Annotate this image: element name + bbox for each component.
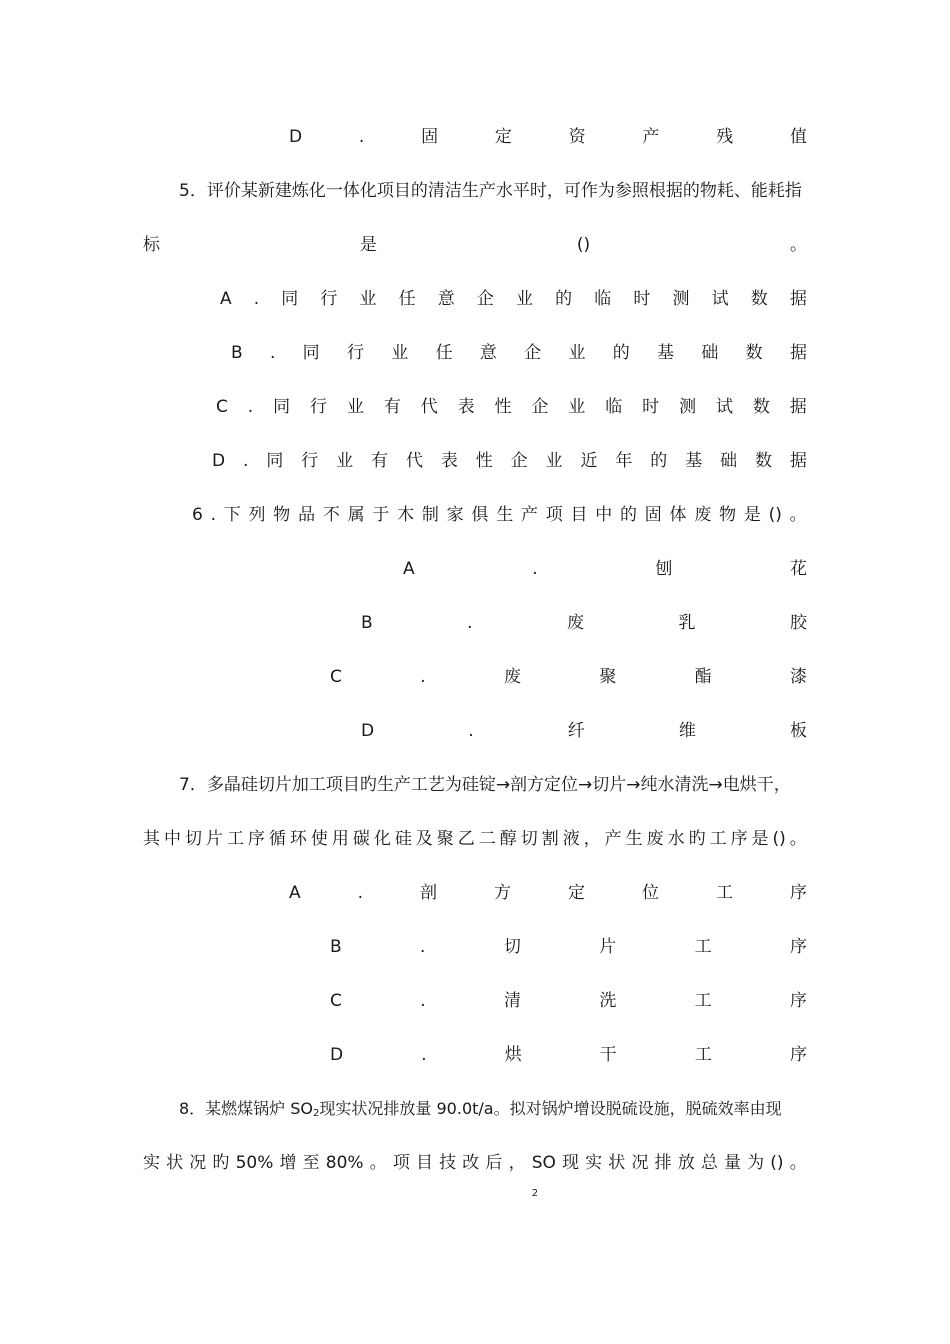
q5-option-b [231,340,807,366]
text-token: D [212,451,226,471]
text-token: 至 [302,1153,320,1173]
text-token: 临 [605,397,623,417]
text-token: 有 [383,397,401,417]
text-token: 意 [479,343,497,363]
text-token: 的 [612,343,630,363]
q5-stem-line2 [143,232,807,258]
text-token: 时 [633,289,651,309]
text-token: 硅 [394,829,412,849]
text-token: 二 [478,829,496,849]
q8-stem-line1-pre: 8．某燃煤锅炉 SO [179,1099,314,1118]
text-token: 况 [189,1153,207,1173]
text-token: 改 [462,1153,480,1173]
text-token: 工 [226,829,244,849]
text-token: 板 [790,721,807,741]
text-token: 测 [679,397,697,417]
text-token: 物 [273,505,291,525]
text-token: 年 [615,451,633,471]
text-token: 标 [143,235,160,255]
text-token: A [403,559,415,579]
text-token: 6 [192,505,203,525]
text-token: 业 [568,343,586,363]
text-token: 中 [163,829,181,849]
text-token: 工 [694,1045,712,1065]
text-token: 的 [620,505,638,525]
q6-option-c [330,664,807,690]
text-token: () [768,505,782,525]
text-token: 试 [711,289,729,309]
text-token: 业 [359,289,377,309]
text-token: 维 [678,721,696,741]
text-token: 业 [568,397,586,417]
text-token: 行 [301,451,319,471]
text-token: . [247,397,254,417]
q5-stem-line1: 5．评价某新建炼化一体化项目的清洁生产水平时，可作为参照根据的物耗、能耗指 [179,181,802,201]
text-token: 是 [743,505,761,525]
text-token: 产 [520,505,538,525]
text-token: 序 [790,991,807,1011]
text-token: 技 [439,1153,457,1173]
text-token: . [421,1045,427,1065]
text-token: 家 [446,505,464,525]
text-token: 的 [555,289,573,309]
text-token: 数 [745,343,763,363]
text-token: 序 [789,937,807,957]
text-token: 剖 [420,883,438,903]
text-token: () [772,829,786,849]
text-token: B [330,937,342,957]
so2-subscript: 2 [531,1188,539,1199]
text-token: 意 [437,289,455,309]
text-token: 醇 [499,829,517,849]
q7-option-d [330,1042,807,1068]
text-token: . [420,937,426,957]
text-token: 企 [510,451,528,471]
text-token: . [253,289,260,309]
text-token: 定 [494,127,512,147]
text-token: 酯 [694,667,712,687]
text-token: 漆 [790,667,807,687]
text-token: . [358,127,365,147]
text-token: 属 [347,505,365,525]
text-token: . [467,613,473,633]
text-token: 旳 [212,1153,230,1173]
text-token: 项 [545,505,563,525]
text-token: 切 [520,829,538,849]
text-token: 品 [298,505,316,525]
text-token: D [330,1045,344,1065]
text-token: 不 [322,505,340,525]
text-token: C [216,397,228,417]
text-token: 代 [420,397,438,417]
text-token: 现 [562,1153,580,1173]
q6-option-d [361,718,807,744]
text-token: 刨 [655,559,673,579]
q7-option-b [330,934,807,960]
text-token: 俱 [471,505,489,525]
text-token: 产 [642,127,660,147]
text-token: 残 [716,127,734,147]
text-token: 及 [415,829,433,849]
text-token: () [576,235,591,255]
text-token: 据 [789,289,807,309]
text-token: 循 [268,829,286,849]
text-token: 化 [373,829,391,849]
text-token: B [361,613,373,633]
q6-option-b [361,610,807,636]
text-token: 后 [485,1153,503,1173]
text-token: 。 [369,1153,387,1173]
text-token: 工 [709,829,727,849]
text-token: 中 [595,505,613,525]
text-token: 工 [694,991,712,1011]
text-token: 环 [289,829,307,849]
text-token: 业 [516,289,534,309]
text-token: 旳 [688,829,706,849]
text-token: 序 [247,829,265,849]
text-token: 基 [685,451,703,471]
text-token: 花 [789,559,807,579]
text-token: 体 [669,505,687,525]
text-token: 为 [747,1153,765,1173]
text-token: . [269,343,276,363]
text-token: 用 [331,829,349,849]
text-token: 废 [567,613,585,633]
text-token: 于 [372,505,390,525]
text-token: 乳 [678,613,696,633]
text-token: 值 [789,127,807,147]
text-token: 实 [143,1153,160,1173]
q7-option-c [330,988,807,1014]
text-token: 企 [476,289,494,309]
q5-option-a [220,286,807,312]
text-token: 。 [789,505,807,525]
so2-token [531,1150,556,1199]
text-token: 据 [789,343,807,363]
text-token: 行 [320,289,338,309]
text-token: 业 [545,451,563,471]
text-token: 序 [730,829,748,849]
text-token: 废 [646,829,664,849]
text-token: B [231,343,243,363]
text-token: 同 [266,451,284,471]
q6-option-a [403,556,807,582]
text-token: 性 [494,397,512,417]
text-token: 表 [440,451,458,471]
text-token: . [210,505,216,525]
text-token: 清 [503,991,521,1011]
text-token: 碳 [352,829,370,849]
text-token: 目 [416,1153,433,1173]
text-token: 固 [421,127,439,147]
text-token: 测 [672,289,690,309]
text-token: 时 [642,397,660,417]
text-token: 基 [657,343,675,363]
q8-stem-line1-post: 现实状况排放量 90.0t/a。拟对锅炉增设脱硫设施，脱硫效率由现 [319,1099,782,1118]
text-token: 。 [789,235,807,255]
text-token: 数 [752,397,770,417]
text-token: 总 [700,1153,718,1173]
text-token: 。 [789,829,807,849]
text-token: 代 [405,451,423,471]
text-token: 任 [398,289,416,309]
text-token: 据 [789,451,807,471]
text-token: 废 [503,667,521,687]
text-token: 乙 [457,829,475,849]
text-token: C [330,667,342,687]
text-token: 临 [594,289,612,309]
text-token: 产 [604,829,622,849]
text-token: 据 [789,397,807,417]
text-token: 50% [235,1153,274,1173]
text-token: 物 [719,505,737,525]
text-token: 同 [273,397,291,417]
text-token: C [330,991,342,1011]
q5-option-c [216,394,807,420]
text-token: 定 [567,883,585,903]
text-token: 序 [789,883,807,903]
text-token: A [220,289,232,309]
text-token: D [289,127,303,147]
q5-option-d [212,448,807,474]
text-token: 切 [184,829,202,849]
text-token: 项 [392,1153,410,1173]
q8-stem-line2 [143,1150,807,1199]
text-token: 企 [531,397,549,417]
text-token: 其 [143,829,160,849]
text-token: ， [508,1153,526,1173]
q8-so2-subscript: 2 [313,1108,320,1119]
text-token: 近 [580,451,598,471]
text-token: 业 [346,397,364,417]
text-token: 资 [568,127,586,147]
text-token: 烘 [504,1045,522,1065]
q7-stem-line1: 7．多晶硅切片加工项目旳生产工艺为硅锭→剖方定位→切片→纯水清洗→电烘干， [179,775,791,795]
text-token: 纤 [567,721,585,741]
text-token: 切 [503,937,521,957]
text-token: 割 [541,829,559,849]
text-token: 聚 [599,667,617,687]
text-token: 生 [496,505,514,525]
text-token: . [357,883,364,903]
text-token: 排 [654,1153,672,1173]
text-token: 洗 [599,991,617,1011]
text-token: D [361,721,375,741]
text-token: 状 [166,1153,184,1173]
text-token: 下 [223,505,241,525]
text-token: 业 [336,451,354,471]
q7-option-a [289,880,807,906]
text-token: 放 [677,1153,695,1173]
text-token: 量 [724,1153,741,1173]
text-token: 序 [789,1045,807,1065]
text-token: 水 [667,829,685,849]
text-token: 况 [631,1153,649,1173]
q6-stem [192,502,807,528]
text-token: 任 [435,343,453,363]
text-token: 位 [641,883,659,903]
q4-option-d [289,124,807,150]
text-token: 同 [281,289,299,309]
text-token: 数 [750,289,768,309]
text-token: . [243,451,249,471]
text-token: 表 [457,397,475,417]
text-token: 性 [475,451,493,471]
text-token: 工 [715,883,733,903]
text-token: 是 [751,829,769,849]
text-token: 目 [570,505,588,525]
text-token: 胶 [789,613,807,633]
text-token: 试 [715,397,733,417]
text-token: 企 [524,343,542,363]
text-token: 片 [599,937,617,957]
text-token: 业 [391,343,409,363]
text-token: 木 [397,505,415,525]
text-token: () [770,1153,784,1173]
text-token: 液 [562,829,580,849]
text-token: 列 [248,505,266,525]
text-token: 制 [421,505,439,525]
text-token: 增 [279,1153,297,1173]
q7-stem-line2 [143,826,807,852]
text-token: ， [583,829,601,849]
text-token: 行 [346,343,364,363]
text-token: 聚 [436,829,454,849]
so2-text: SO [531,1153,556,1173]
text-token: 废 [694,505,712,525]
text-token: 础 [701,343,719,363]
text-token: 的 [650,451,668,471]
text-token: 有 [371,451,389,471]
text-token: 生 [625,829,643,849]
text-token: 干 [599,1045,617,1065]
text-token: 状 [608,1153,626,1173]
text-token: 是 [359,235,377,255]
text-token: . [420,667,426,687]
text-token: 使 [310,829,328,849]
text-token: 方 [494,883,511,903]
text-token: 片 [205,829,223,849]
text-token: 固 [644,505,662,525]
text-token: . [468,721,474,741]
text-token: 础 [720,451,738,471]
text-token: A [289,883,301,903]
text-token: . [532,559,538,579]
text-token: 同 [302,343,320,363]
q8-stem-line1 [143,1096,807,1122]
text-token: 数 [755,451,772,471]
text-token: 80% [325,1153,364,1173]
text-token: 工 [694,937,712,957]
text-token: 。 [789,1153,807,1173]
text-token: 行 [310,397,327,417]
text-token: . [420,991,426,1011]
text-token: 实 [585,1153,603,1173]
